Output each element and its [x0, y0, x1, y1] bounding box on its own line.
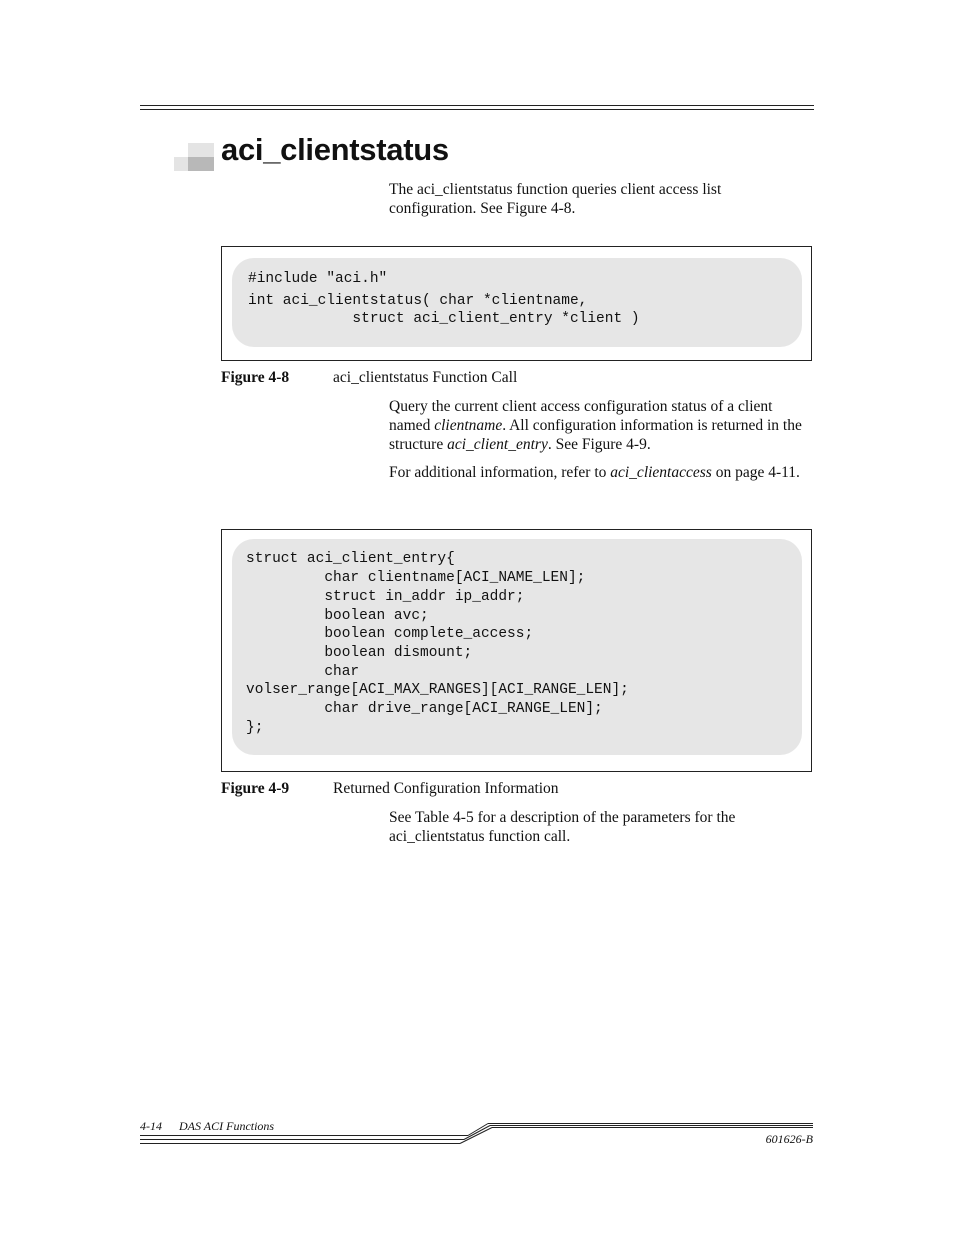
- footer-page-number: 4-14: [140, 1119, 162, 1133]
- header-rule-bottom: [140, 109, 814, 110]
- code-line: int aci_clientstatus( char *clientname,: [248, 293, 588, 309]
- code-line: char clientname[ACI_NAME_LEN];: [246, 570, 586, 586]
- title-decoration: [174, 143, 214, 171]
- table-reference-paragraph: See Table 4-5 for a description of the parameters for the aci_clientstatus function call.: [389, 809, 736, 845]
- description-paragraph: Query the current client access configuration status of a client named clientname. All configuration information is returned in the structure aci_client_entry. See Figure 4-9.: [389, 398, 802, 453]
- code-block: [232, 258, 802, 347]
- intro-paragraph: The aci_clientstatus function queries client access list configuration. See Figure 4-8.: [389, 181, 722, 217]
- reference-paragraph: For additional information, refer to aci_clientaccess on page 4-11.: [389, 464, 800, 481]
- code-line: boolean complete_access;: [246, 626, 534, 642]
- code-line: struct aci_client_entry *client ): [248, 311, 640, 327]
- footer-rule: [138, 1120, 816, 1146]
- code-line: boolean dismount;: [246, 645, 473, 661]
- footer-doc-number: 601626-B: [765, 1132, 813, 1146]
- footer-section: DAS ACI Functions: [179, 1119, 275, 1133]
- figure-caption: aci_clientstatus Function Call: [333, 369, 518, 386]
- figure-label: Figure 4-8: [221, 369, 290, 386]
- struct-name: aci_client_entry: [447, 436, 548, 453]
- reference-link: aci_clientaccess: [610, 464, 712, 481]
- code-line: };: [246, 720, 264, 736]
- code-line: #include "aci.h": [248, 271, 388, 287]
- code-figure-4-8: [221, 246, 812, 361]
- code-line: volser_range[ACI_MAX_RANGES][ACI_RANGE_LEN];: [246, 682, 629, 698]
- code-line: struct in_addr ip_addr;: [246, 589, 525, 605]
- code-figure-4-9: [221, 529, 812, 772]
- code-block: [232, 539, 802, 755]
- figure-label: Figure 4-9: [221, 780, 290, 797]
- code-line: char drive_range[ACI_RANGE_LEN];: [246, 701, 603, 717]
- code-line: char: [246, 664, 360, 680]
- code-line: struct aci_client_entry{: [246, 551, 455, 567]
- code-line: boolean avc;: [246, 608, 429, 624]
- param-clientname: clientname: [434, 417, 503, 434]
- page-title: aci_clientstatus: [221, 132, 449, 167]
- header-rule-top: [140, 105, 814, 106]
- figure-caption: Returned Configuration Information: [333, 780, 559, 797]
